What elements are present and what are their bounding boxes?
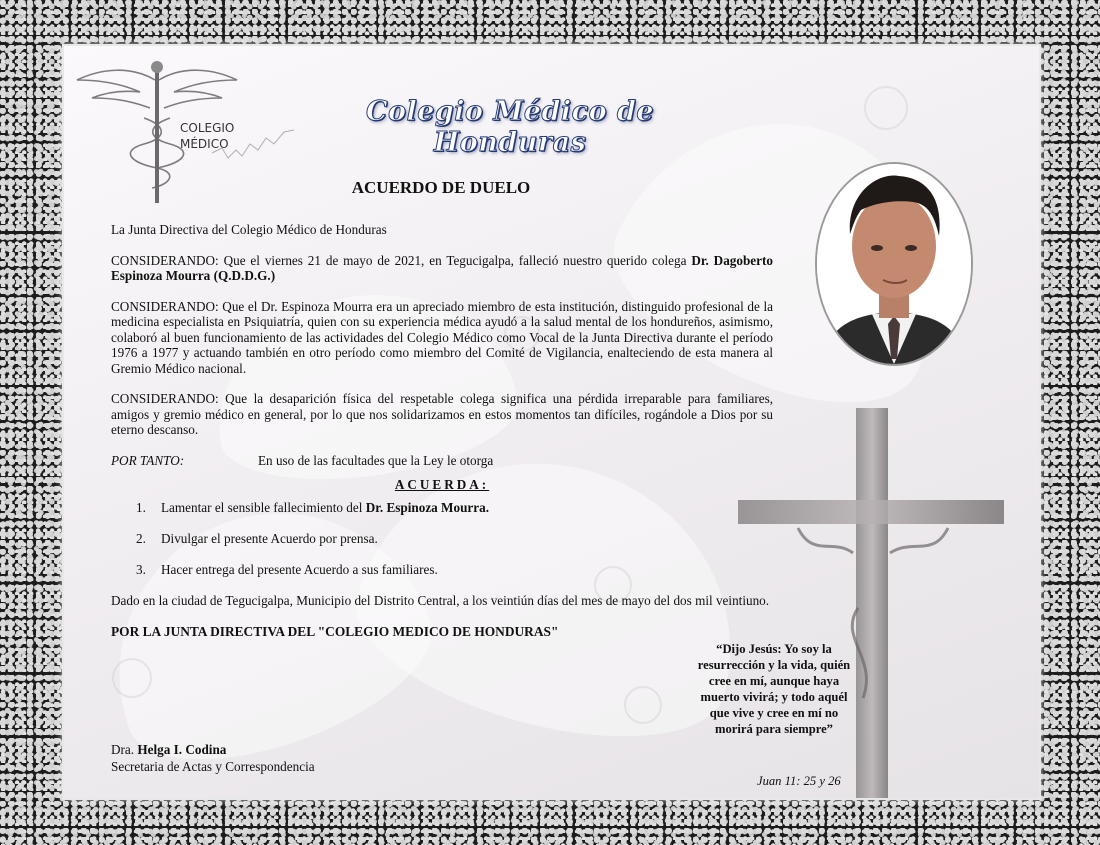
resolution-number: 3. xyxy=(136,562,146,577)
resolution-number: 1. xyxy=(136,500,146,515)
considerando-3: CONSIDERANDO: Que la desaparición física del respetable colega significa una pérdida irreparable para familiares, amigos y gremio médico en general, por lo que nos solidarizamos en estos momentos tan difíciles, rogándole a Dios por su eterno descanso. xyxy=(111,391,773,437)
resolution-text: Divulgar el presente Acuerdo por prensa. xyxy=(161,531,378,546)
por-tanto-label: POR TANTO: xyxy=(111,452,185,468)
watermark-swirl xyxy=(624,686,662,724)
signature-block xyxy=(111,741,315,775)
resolution-text: Hacer entrega del presente Acuerdo a sus familiares. xyxy=(161,562,438,577)
por-tanto-line xyxy=(111,453,773,473)
resolution-text: Lamentar el sensible fallecimiento del xyxy=(161,500,366,515)
logo-line2: MÉDICO xyxy=(180,137,229,151)
portrait-illustration xyxy=(817,164,971,364)
signature-name-line xyxy=(111,741,315,758)
resolution-item xyxy=(111,531,773,562)
por-tanto-text: En uso de las facultades que la Ley le otorga xyxy=(258,452,494,468)
resolution-bold: Dr. Espinoza Mourra. xyxy=(365,500,490,515)
document-title: ACUERDO DE DUELO xyxy=(351,178,531,197)
resolution-number: 2. xyxy=(136,531,146,546)
considerando-1 xyxy=(111,253,773,284)
deceased-portrait-photo xyxy=(815,162,973,366)
considerando-2: CONSIDERANDO: Que el Dr. Espinoza Mourra era un apreciado miembro de esta institución, distinguido profesional de la medicina especialista en Psiquiatría, quien con su experiencia médica ayudó a la salud mental de los hondureños, asimismo, colaboró al buen funcionamiento de las actividades del Colegio Médico como Vocal de la Junta Directiva durante el período 1976 a 1977 y actuando también en otro período como miembro del Comité de Vigilancia, enalteciendo de esta manera al Gremio Médico nacional. xyxy=(111,298,773,376)
signature-role: Secretaria de Actas y Correspondencia xyxy=(111,759,315,774)
cross-illustration xyxy=(738,408,1008,798)
resolution-item xyxy=(111,500,773,531)
considerando-1-text: CONSIDERANDO: Que el viernes 21 de mayo de 2021, en Tegucigalpa, falleció nuestro querido colega xyxy=(111,252,692,268)
resolution-item xyxy=(111,562,773,593)
watermark-swirl xyxy=(112,658,152,698)
bible-quote-reference: Juan 11: 25 y 26 xyxy=(757,774,841,788)
bible-quote: “Dijo Jesús: Yo soy la resurrección y la vida, quién cree en mí, aunque haya muerto vivirá; y todo aquél que vive y cree en mí no morirá para siempre” xyxy=(697,642,851,736)
signature-prefix: Dra. xyxy=(111,742,138,757)
dado-paragraph: Dado en la ciudad de Tegucigalpa, Municipio del Distrito Central, a los veintiún días del mes de mayo del dos mil veintiuno. xyxy=(111,593,770,608)
watermark-swirl xyxy=(864,86,908,130)
por-la-junta-line: POR LA JUNTA DIRECTIVA DEL "COLEGIO MEDICO DE HONDURAS" xyxy=(111,623,559,639)
deceased-name: Dr. Dagoberto Espinoza Mourra (Q.D.D.G.) xyxy=(111,252,773,283)
acuerda-heading: ACUERDA: xyxy=(394,476,490,492)
intro-paragraph: La Junta Directiva del Colegio Médico de Honduras xyxy=(111,222,387,237)
logo-line1: COLEGIO xyxy=(180,121,235,135)
header-title: Colegio Médico de Honduras xyxy=(365,96,655,158)
document-body xyxy=(111,222,773,654)
resolution-list xyxy=(111,500,773,593)
signature-name: Helga I. Codina xyxy=(137,742,227,757)
